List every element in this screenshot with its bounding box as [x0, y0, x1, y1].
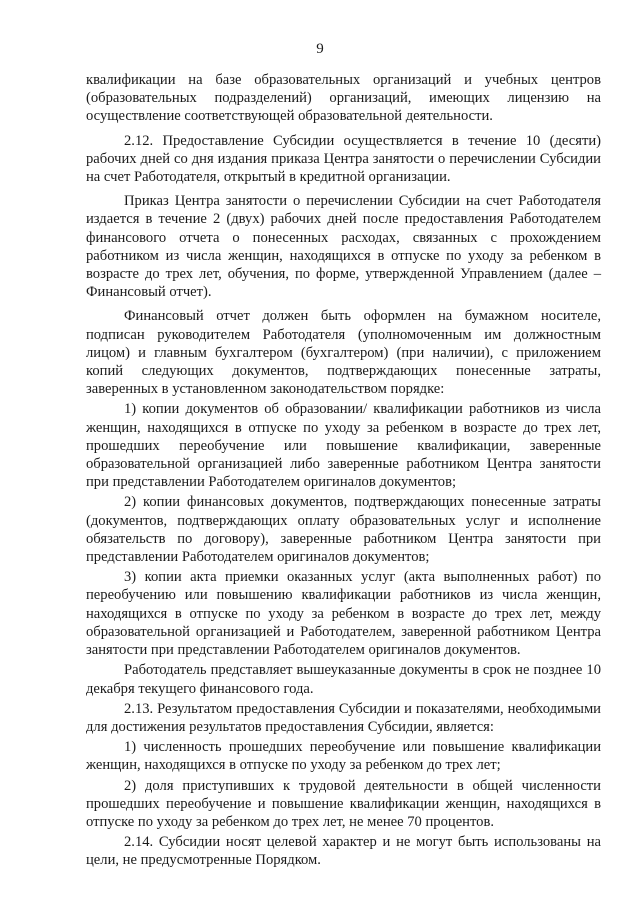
paragraph-deadline: Работодатель представляет вышеуказанные документы в срок не позднее 10 декабря текущего финансового года. — [86, 662, 601, 697]
result-item-1: 1) численность прошедших переобучение или повышение квалификации женщин, находящихся в отпуске по уходу за ребенком до трех лет; — [86, 739, 601, 774]
paragraph-financial-report: Финансовый отчет должен быть оформлен на бумажном носителе, подписан руководителем Работодателя (уполномоченным им должностным лицом) и главным бухгалтером (бухгалтером) (при наличии), с приложением копий следующих документов, подтверждающих понесенные затраты, заверенных в установленном законодательством порядке: — [86, 308, 601, 398]
document-body — [86, 71, 601, 870]
page-number: 9 — [316, 41, 324, 57]
paragraph-continuation: квалификации на базе образовательных организаций и учебных центров (образовательных подразделений) организаций, имеющих лицензию на осуществление соответствующей образовательной деятельности. — [86, 72, 601, 125]
paragraph-2-13: 2.13. Результатом предоставления Субсидии и показателями, необходимыми для достижения результатов предоставления Субсидии, является: — [86, 700, 601, 735]
paragraph-2-12: 2.12. Предоставление Субсидии осуществляется в течение 10 (десяти) рабочих дней со дня издания приказа Центра занятости о перечислении Субсидии на счет Работодателя, открытый в кредитной организации. — [86, 132, 601, 186]
list-item-2-financial-docs: 2) копии финансовых документов, подтверждающих понесенные затраты (документов, подтверждающих оплату образовательных услуг и исполнение обязательств по договору), заверенные работником Центра занятости при представлении Работодателем оригиналов документов; — [86, 494, 601, 566]
paragraph-order-issuance: Приказ Центра занятости о перечислении Субсидии на счет Работодателя издается в течение 2 (двух) рабочих дней после предоставления Работодателем финансового отчета о понесенных расходах, связанных с прохождением работником из числа женщин, находящихся в отпуске по уходу за ребенком в возрасте до трех лет, обучения, по форме, утвержденной Управлением (далее – Финансовый отчет). — [86, 193, 601, 301]
result-item-2: 2) доля приступивших к трудовой деятельности в общей численности прошедших переобучение и повышение квалификации женщин, находящихся в отпуске по уходу за ребенком до трех лет, не менее 70 процентов. — [86, 777, 601, 830]
list-item-1-education-docs: 1) копии документов об образовании/ квалификации работников из числа женщин, находящихся в отпуске по уходу за ребенком в возрасте до трех лет, прошедших переобучение или повышение квалификации, заверенные образовательной организацией либо заверенные работником Центра занятости при представлении Работодателем оригиналов документов; — [86, 401, 601, 491]
list-item-3-acceptance-act: 3) копии акта приемки оказанных услуг (акта выполненных работ) по переобучению или повышению квалификации работников из числа женщин, находящихся в отпуске по уходу за ребенком в возрасте до трех лет, между образовательной организацией и Работодателем, заверенной работником Центра занятости при представлении Работодателем оригиналов документов. — [86, 569, 601, 659]
paragraph-2-14: 2.14. Субсидии носят целевой характер и не могут быть использованы на цели, не предусмотренные Порядком. — [86, 834, 601, 869]
